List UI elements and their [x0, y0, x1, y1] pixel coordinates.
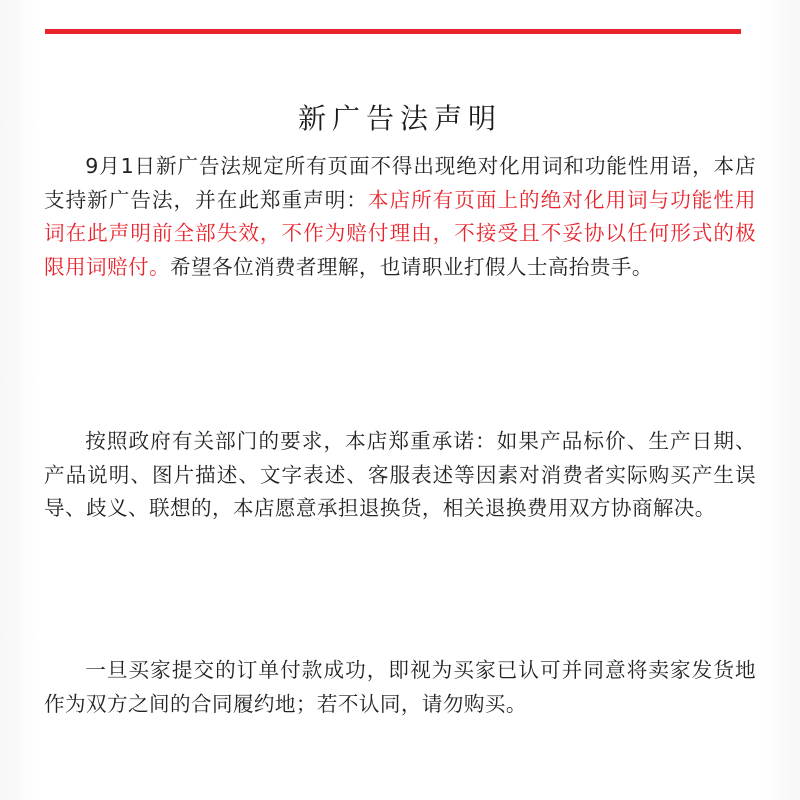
red-top-divider — [45, 29, 741, 34]
paragraph-return-commitment: 按照政府有关部门的要求，本店郑重承诺：如果产品标价、生产日期、产品说明、图片描述、文字表述、客服表述等因素对消费者实际购买产生误导、歧义、联想的，本店愿意承担退换货，相关退换费用双方协商解决。 — [44, 429, 756, 520]
notice-title: 新广告法声明 — [297, 101, 502, 135]
paragraph-1-highlight-text: 本店所有页面上的绝对化用词与功能性用词在此声明前全部失效，不作为赔付理由，不接受且不妥协以任何形式的极限用词赔付。 — [44, 187, 756, 279]
paragraph-1-intro-text: 9月1日新广告法规定所有页面不得出现绝对化用词和功能性用语，本店支持新广告法，并在此郑重声明： — [44, 154, 756, 212]
paragraph-1-closing-text: 希望各位消费者理解，也请职业打假人士高抬贵手。 — [169, 254, 653, 279]
paragraph-ad-law-statement — [44, 150, 756, 284]
paragraph-contract-location: 一旦买家提交的订单付款成功，即视为买家已认可并同意将卖家发货地作为双方之间的合同履约地；若不认同，请勿购买。 — [44, 658, 756, 716]
